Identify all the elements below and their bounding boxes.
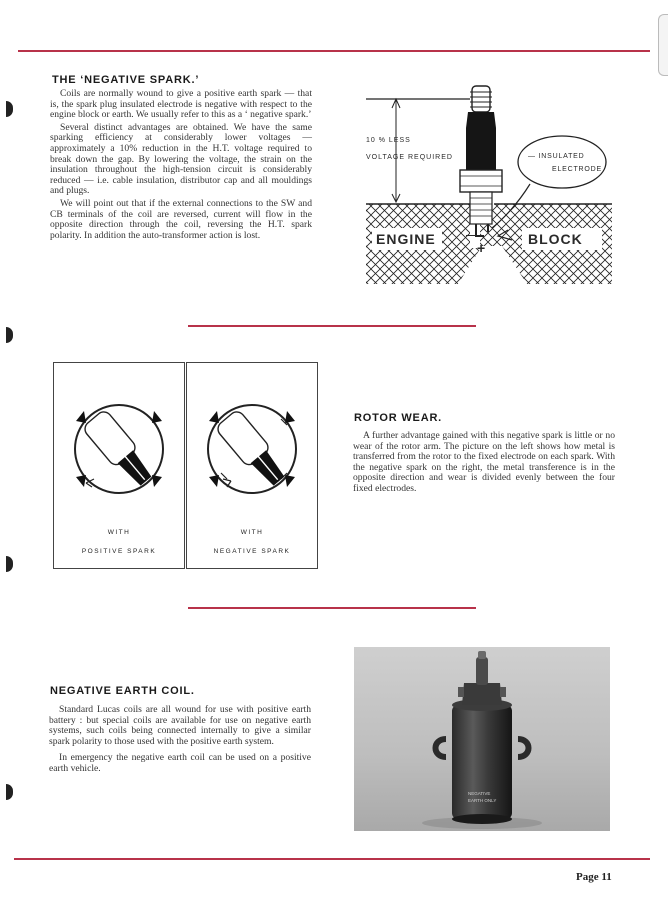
rotor-wear-text bbox=[353, 431, 615, 497]
coil-photo-svg bbox=[354, 647, 610, 831]
coil-photo bbox=[354, 647, 610, 831]
rotor-diagram-negative bbox=[186, 362, 318, 569]
top-rule bbox=[18, 50, 650, 52]
rotor-caption-line2: NEGATIVE SPARK bbox=[213, 548, 291, 555]
engine-label: ENGINE bbox=[376, 231, 436, 247]
rotor-positive-svg bbox=[54, 363, 184, 513]
divider-rule bbox=[188, 325, 476, 327]
section-heading-negative-spark: THE ‘NEGATIVE SPARK.’ bbox=[52, 74, 200, 86]
spark-plug-diagram bbox=[362, 80, 612, 290]
page-number: Page 11 bbox=[576, 871, 612, 883]
divider-rule bbox=[188, 607, 476, 609]
paragraph: We will point out that if the external connections to the SW and CB terminals of the coil are reversed, current will flow in the opposite direction through the coil, reversing the H.T. spark polarity. In addition the auto-transformer action is lost. bbox=[50, 197, 312, 241]
rotor-negative-svg bbox=[187, 363, 317, 513]
rotor-caption-line2: POSITIVE SPARK bbox=[81, 548, 157, 555]
paragraph: Several distinct advantages are obtained. We have the same sparking efficiency at considerably lower voltages — approximately a 10% reduction in the H.T. voltage required to break down the gap. By lowering the voltage, the strain on the insulation throughout the high-tension circuit is considerably reduced — i.e. cable insulation, distributor cap and all mouldings and plugs. bbox=[50, 121, 312, 197]
electrode-label: ELECTRODE bbox=[552, 166, 602, 173]
spark-plug-diagram-svg bbox=[362, 80, 612, 290]
paragraph: A further advantage gained with this negative spark is little or no wear of the rotor arm. The picture on the left shows how metal is transferred from the rotor to the fixed electrode on each spark. With the negative spark on the right, the metal transference is in the opposite direction and wear is divided evenly between the four fixed electrodes. bbox=[353, 430, 615, 494]
binder-hole-mark bbox=[6, 556, 13, 572]
coil-label-line1: NEGATIVE bbox=[468, 791, 491, 796]
rotor-caption-line1: WITH bbox=[107, 529, 131, 536]
plus-sign: + bbox=[477, 240, 486, 256]
bottom-rule bbox=[14, 858, 650, 860]
negative-spark-text bbox=[50, 89, 312, 243]
insulated-label: — INSULATED bbox=[528, 153, 585, 160]
coil-label-line2: EARTH ONLY bbox=[468, 798, 497, 803]
binder-hole-mark bbox=[6, 327, 13, 343]
rotor-caption-line1: WITH bbox=[240, 529, 264, 536]
section-heading-negative-earth-coil: NEGATIVE EARTH COIL. bbox=[50, 685, 195, 697]
minus-sign: — bbox=[466, 230, 476, 241]
binder-hole-mark bbox=[6, 784, 13, 800]
paragraph: Standard Lucas coils are all wound for use with positive earth battery : but special coils are available for use on negative earth systems, such coils being connected internally to give a similar spark polarity to those used with the positive earth system. bbox=[49, 704, 311, 747]
block-label: BLOCK bbox=[528, 231, 583, 247]
section-heading-rotor-wear: ROTOR WEAR. bbox=[354, 412, 443, 424]
page-edge bbox=[658, 14, 668, 76]
paragraph: Coils are normally wound to give a positive earth spark — that is, the spark plug insulated electrode is negative with respect to the engine block or earth. We usually refer to this as a ‘ negative spark.’ bbox=[50, 88, 312, 121]
rotor-diagram-positive bbox=[53, 362, 185, 569]
binder-hole-mark bbox=[6, 101, 13, 117]
negative-earth-coil-text bbox=[49, 705, 311, 777]
paragraph: In emergency the negative earth coil can be used on a positive earth vehicle. bbox=[49, 752, 311, 774]
less-voltage-label: 10 % LESS bbox=[366, 137, 411, 144]
voltage-required-label: VOLTAGE REQUIRED bbox=[366, 154, 453, 161]
